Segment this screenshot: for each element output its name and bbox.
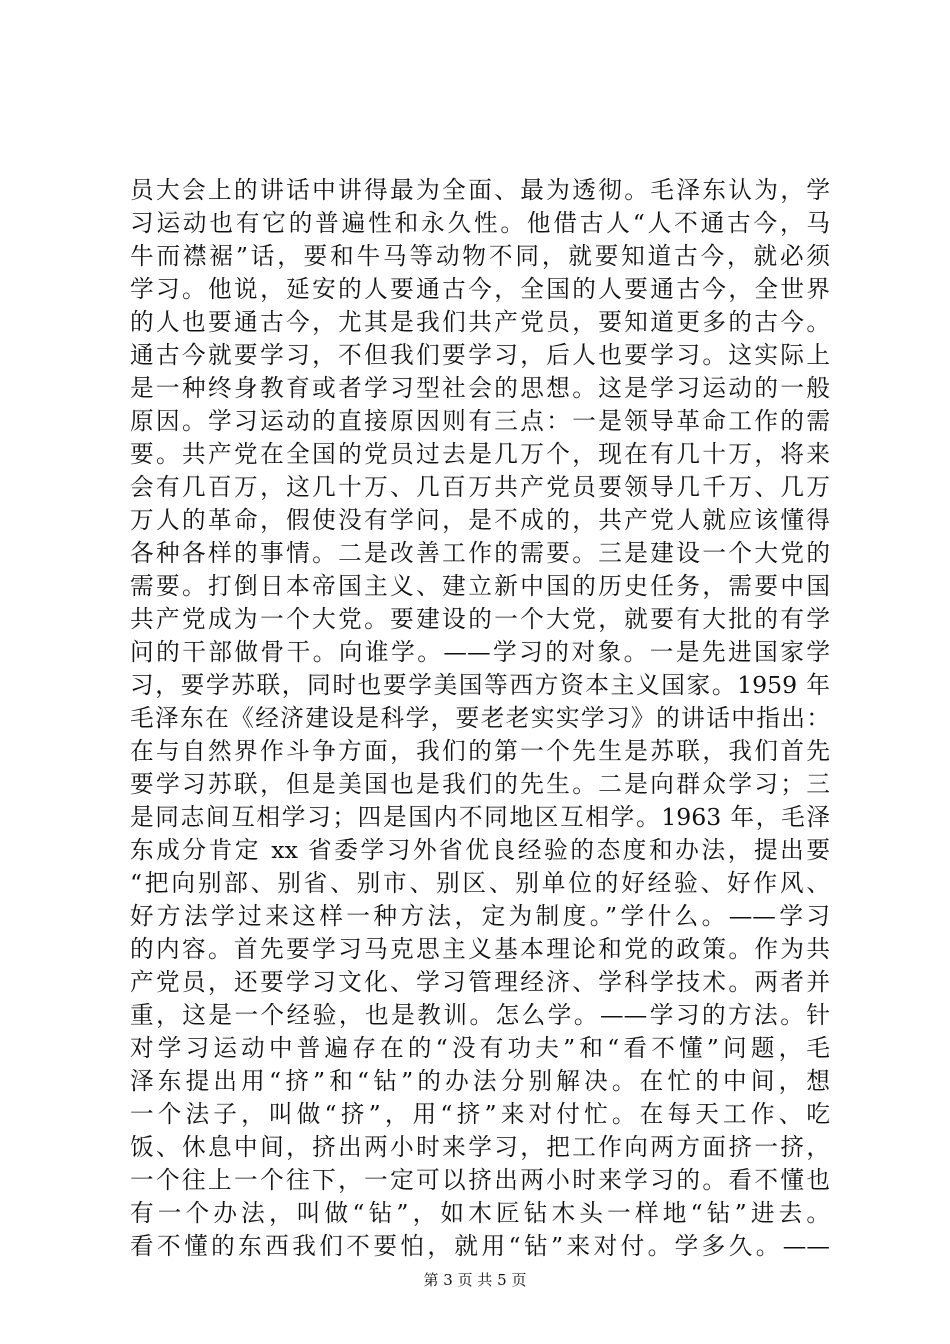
text-line: 牛而襟裾”话，要和牛马等动物不同，就要知道古今，就必须 [130,242,830,270]
text-line: 是同志间互相学习；四是国内不同地区互相学。1963 年，毛泽 [130,803,830,831]
text-line: 原因。学习运动的直接原因则有三点：一是领导革命工作的需 [130,407,830,435]
text-line: 一个法子，叫做“挤”，用“挤”来对付忙。在每天工作、吃 [130,1100,830,1128]
text-line: 在与自然界作斗争方面，我们的第一个先生是苏联，我们首先 [130,737,830,765]
text-line: 需要。打倒日本帝国主义、建立新中国的历史任务，需要中国 [130,572,830,600]
text-line: 泽东提出用“挤”和“钻”的办法分别解决。在忙的中间，想 [130,1067,830,1095]
text-line: 要学习苏联，但是美国也是我们的先生。二是向群众学习；三 [130,770,830,798]
body-text [130,174,830,1263]
text-line: 的内容。首先要学习马克思主义基本理论和党的政策。作为共 [130,935,830,963]
text-line: 习，要学苏联，同时也要学美国等西方资本主义国家。1959 年 [130,671,830,699]
text-line: 习运动也有它的普遍性和永久性。他借古人“人不通古今，马 [130,209,830,237]
text-line: 有一个办法，叫做“钻”，如木匠钻木头一样地“钻”进去。 [130,1199,830,1227]
text-line: 对学习运动中普遍存在的“没有功夫”和“看不懂”问题，毛 [130,1034,830,1062]
text-line: 共产党成为一个大党。要建设的一个大党，就要有大批的有学 [130,605,830,633]
text-line: 问的干部做骨干。向谁学。——学习的对象。一是先进国家学 [130,638,830,666]
page-footer: 第 3 页 共 5 页 [423,1271,527,1289]
text-line: 毛泽东在《经济建设是科学，要老老实实学习》的讲话中指出： [130,704,830,732]
text-line: 东成分肯定 xx 省委学习外省优良经验的态度和办法，提出要 [130,836,830,864]
text-line: 好方法学过来这样一种方法，定为制度。”学什么。——学习 [130,902,830,930]
text-line: 通古今就要学习，不但我们要学习，后人也要学习。这实际上 [130,341,830,369]
text-line: 看不懂的东西我们不要怕，就用“钻”来对付。学多久。—— [130,1232,830,1260]
text-line: 会有几百万，这几十万、几百万共产党员要领导几千万、几万 [130,473,830,501]
text-line: 学习。他说，延安的人要通古今，全国的人要通古今，全世界 [130,275,830,303]
text-line: 员大会上的讲话中讲得最为全面、最为透彻。毛泽东认为，学 [130,176,830,204]
text-line: 重，这是一个经验，也是教训。怎么学。——学习的方法。针 [130,1001,830,1029]
text-line: 产党员，还要学习文化、学习管理经济、学科学技术。两者并 [130,968,830,996]
text-line: 的人也要通古今，尤其是我们共产党员，要知道更多的古今。 [130,308,830,336]
text-line: 是一种终身教育或者学习型社会的思想。这是学习运动的一般 [130,374,830,402]
text-line: 要。共产党在全国的党员过去是几万个，现在有几十万，将来 [130,440,830,468]
text-line: 各种各样的事情。二是改善工作的需要。三是建设一个大党的 [130,539,830,567]
text-line: 一个往上一个往下，一定可以挤出两小时来学习的。看不懂也 [130,1166,830,1194]
text-line: 万人的革命，假使没有学问，是不成的，共产党人就应该懂得 [130,506,830,534]
text-line: 饭、休息中间，挤出两小时来学习，把工作向两方面挤一挤， [130,1133,830,1161]
text-line: “把向别部、别省、别市、别区、别单位的好经验、好作风、 [130,869,830,897]
